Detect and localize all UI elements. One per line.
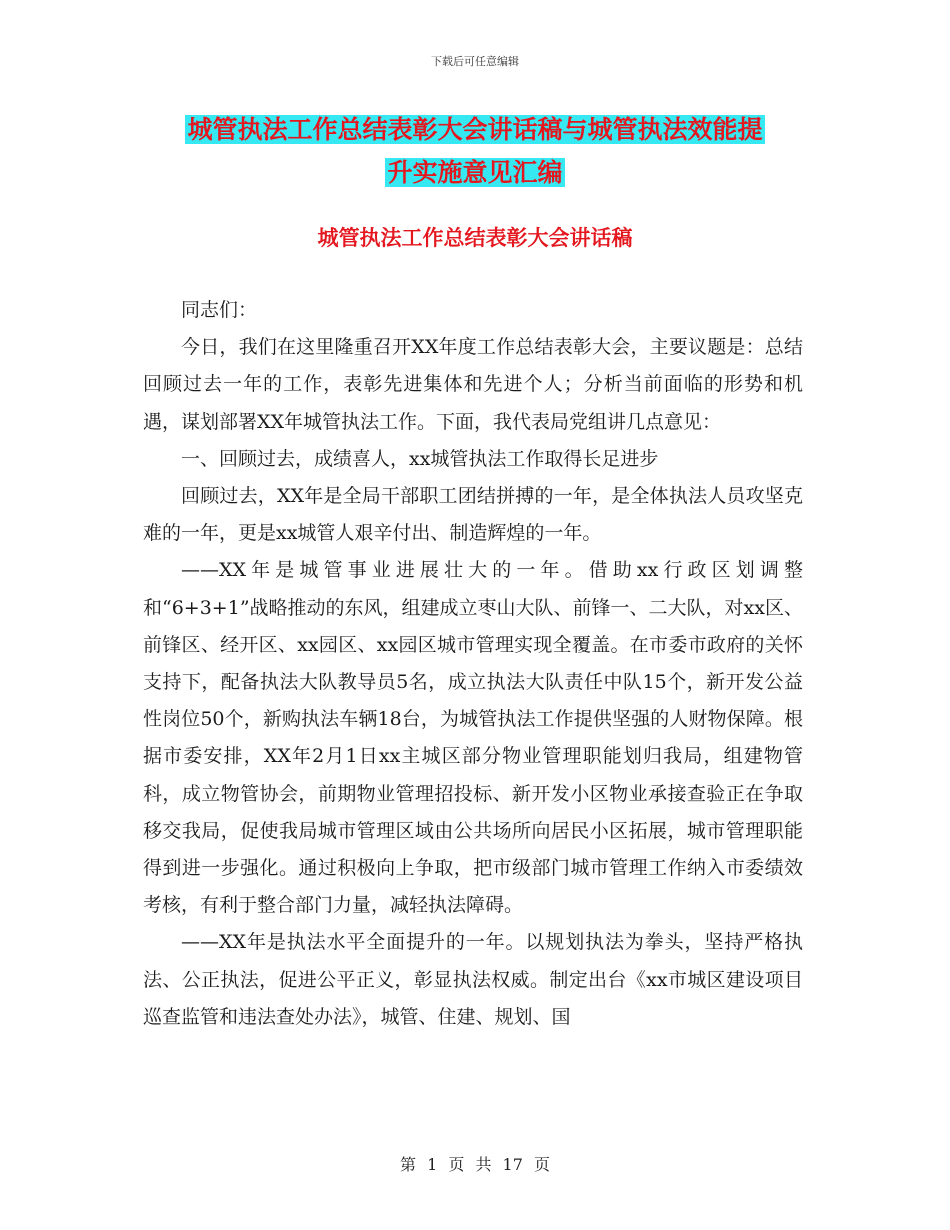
- page-header-note: 下载后可任意编辑: [431, 55, 519, 68]
- paragraph-salutation: 同志们：: [181, 299, 258, 321]
- document-title-line-2: 升实施意见汇编: [387, 158, 563, 187]
- body-text: [143, 292, 803, 1036]
- document-title: [140, 108, 810, 194]
- paragraph-development: ——XX年是城管事业进展壮大的一年。借助xx行政区划调整和“6+3+1”战略推动的东风，组建成立枣山大队、前锋一、二大队，对xx区、前锋区、经开区、xx园区、xx园区城市管理实现全覆盖。在市委市政府的关怀支持下，配备执法大队教导员5名，成立执法大队责任中队15个，新开发公益性岗位50个，新购执法车辆18台，为城管执法工作提供坚强的人财物保障。根据市委安排，XX年2月1日xx主城区部分物业管理职能划归我局，组建物管科，成立物管协会，前期物业管理招投标、新开发小区物业承接查验正在争取移交我局，促使我局城市管理区域由公共场所向居民小区拓展，城市管理职能得到进一步强化。通过积极向上争取，把市级部门城市管理工作纳入市委绩效考核，有利于整合部门力量，减轻执法障碍。: [143, 559, 803, 917]
- paragraph-review: 回顾过去，XX年是全局干部职工团结拼搏的一年，是全体执法人员攻坚克难的一年，更是xx城管人艰辛付出、制造辉煌的一年。: [143, 485, 803, 545]
- paragraph-enforcement: ——XX年是执法水平全面提升的一年。以规划执法为拳头，坚持严格执法、公正执法，促进公平正义，彰显执法权威。制定出台《xx市城区建设项目巡查监管和违法查处办法》，城管、住建、规划、国: [143, 931, 803, 1028]
- document-title-line-1: 城管执法工作总结表彰大会讲话稿与城管执法效能提: [187, 115, 763, 144]
- paragraph-intro: 今日，我们在这里隆重召开XX年度工作总结表彰大会，主要议题是：总结回顾过去一年的工作，表彰先进集体和先进个人；分析当前面临的形势和机遇，谋划部署XX年城管执法工作。下面，我代表局党组讲几点意见：: [143, 336, 803, 433]
- page-number: 第 1 页 共 17 页: [400, 1155, 550, 1174]
- section-title: 城管执法工作总结表彰大会讲话稿: [317, 225, 633, 250]
- paragraph-heading-1: 一、回顾过去，成绩喜人，xx城管执法工作取得长足进步: [181, 447, 659, 470]
